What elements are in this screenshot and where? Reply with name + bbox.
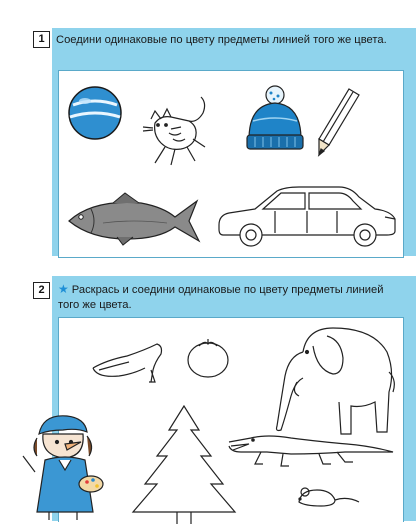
exercise-1-picture-panel [58, 70, 404, 258]
tomato-image[interactable] [185, 336, 231, 380]
gray-fish-image[interactable] [63, 193, 203, 245]
exercise-1-instruction: Соедини одинаковые по цвету предметы линией того же цвета. [56, 34, 387, 46]
star-icon: ★ [58, 282, 69, 296]
blue-ball-image[interactable] [65, 83, 125, 143]
blue-hat-image[interactable] [243, 85, 307, 155]
crocodile-image[interactable] [227, 430, 395, 470]
shoe-image[interactable] [89, 340, 165, 384]
fir-tree-image[interactable] [131, 404, 237, 524]
elephant-image[interactable] [273, 322, 397, 442]
exercise-2-number: 2 [33, 282, 50, 299]
pencil-image[interactable] [313, 87, 363, 157]
artist-boy-image [29, 412, 105, 522]
exercise-1-number: 1 [33, 31, 50, 48]
car-image[interactable] [215, 181, 399, 251]
exercise-2-instruction-text: Раскрась и соедини одинаковые по цвету предметы линией того же цвета. [58, 284, 384, 311]
mouse-image[interactable] [291, 482, 361, 512]
exercise-2-instruction [58, 282, 402, 313]
exercise-2-picture-panel [58, 317, 404, 522]
cat-image[interactable] [141, 93, 219, 171]
